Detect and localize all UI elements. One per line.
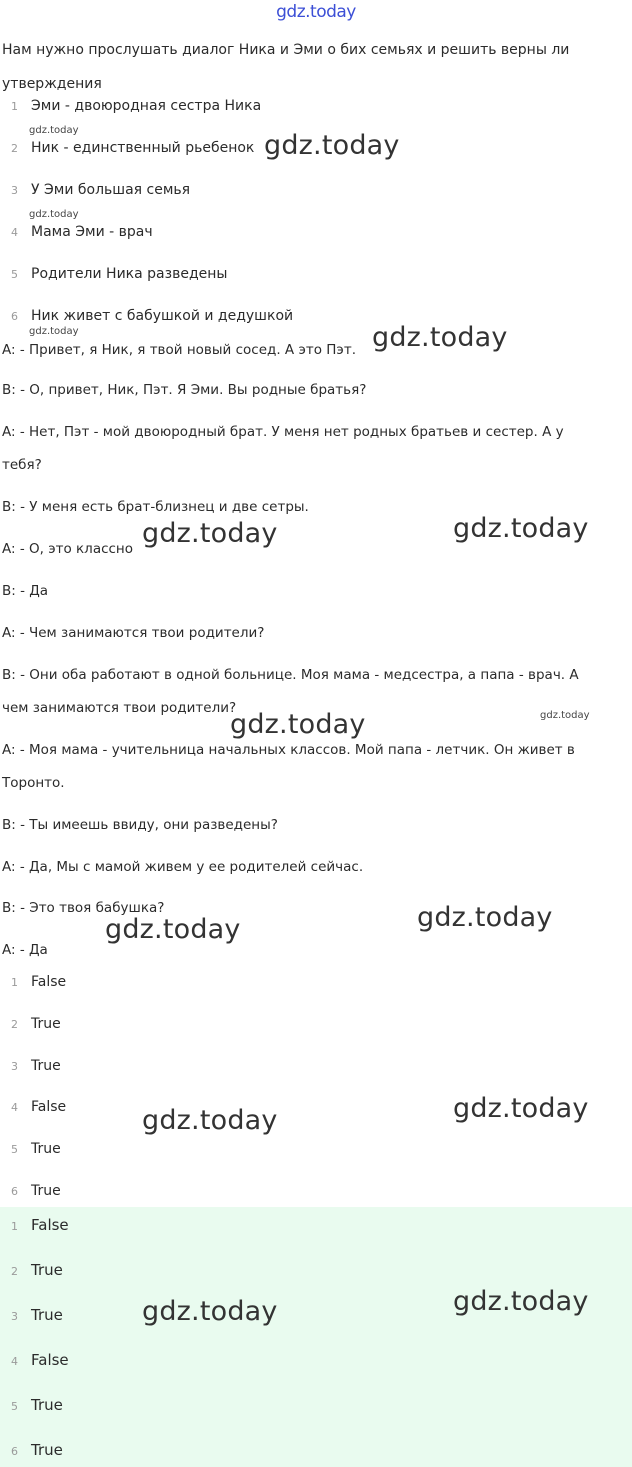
watermark-small: gdz.today [29, 209, 79, 220]
watermark-large: gdz.today [142, 1296, 278, 1327]
statement-item [0, 98, 261, 114]
highlighted-answer-text: False [31, 1216, 69, 1234]
dialogue-line: тебя? [2, 457, 42, 473]
statement-text: Эми - двоюродная сестра Ника [31, 98, 262, 114]
highlighted-answer-text: True [31, 1441, 63, 1459]
watermark-large: gdz.today [230, 709, 366, 740]
answer-highlight-box [0, 1207, 632, 1467]
watermark-large: gdz.today [453, 1286, 589, 1317]
dialogue-line: чем занимаются твои родители? [2, 700, 237, 716]
dialogue-line: B: - Да [2, 583, 49, 599]
dialogue-line: B: - О, привет, Ник, Пэт. Я Эми. Вы родные братья? [2, 382, 367, 398]
answer-item [0, 974, 66, 990]
dialogue-line: B: - У меня есть брат-близнец и две сетры. [2, 499, 309, 515]
dialogue-line: A: - Нет, Пэт - мой двоюродный брат. У меня нет родных братьев и сестер. А у [2, 424, 564, 440]
highlighted-answer-item [0, 1441, 63, 1459]
answer-number: 3 [11, 1060, 18, 1073]
dialogue-line: A: - Да, Мы с мамой живем у ее родителей сейчас. [2, 859, 364, 875]
dialogue-line: B: - Они оба работают в одной больнице. Моя мама - медсестра, а папа - врач. А [2, 667, 579, 683]
task-text [2, 33, 628, 101]
statement-number: 2 [11, 142, 18, 155]
watermark-large: gdz.today [105, 914, 241, 945]
highlighted-answer-item [0, 1261, 63, 1279]
highlighted-answer-number: 2 [11, 1265, 18, 1278]
dialogue-line: A: - Чем занимаются твои родители? [2, 625, 265, 641]
answer-item [0, 1183, 61, 1199]
statement-number: 3 [11, 184, 18, 197]
answer-item [0, 1058, 61, 1074]
watermark-small: gdz.today [540, 710, 590, 721]
dialogue-line: A: - О, это классно [2, 541, 134, 557]
watermark-large: gdz.today [142, 1105, 278, 1136]
dialogue-line: A: - Привет, я Ник, я твой новый сосед. А это Пэт. [2, 342, 356, 358]
answer-number: 2 [11, 1018, 18, 1031]
watermark-small: gdz.today [29, 326, 79, 337]
answer-item [0, 1099, 66, 1115]
statement-number: 4 [11, 226, 18, 239]
dialogue-line: Торонто. [2, 775, 65, 791]
highlighted-answer-number: 1 [11, 1220, 18, 1233]
answer-item [0, 1016, 61, 1032]
statement-text: Ник живет с бабушкой и дедушкой [31, 308, 294, 324]
statement-item [0, 140, 254, 156]
answer-number: 4 [11, 1101, 18, 1114]
watermark-small: gdz.today [29, 125, 79, 136]
watermark-large: gdz.today [142, 518, 278, 549]
highlighted-answer-text: True [31, 1396, 63, 1414]
highlighted-answer-item [0, 1396, 63, 1414]
highlighted-answer-item [0, 1351, 69, 1369]
statement-text: У Эми большая семья [31, 182, 191, 198]
answer-text: True [31, 1141, 61, 1157]
site-logo[interactable]: gdz.today [276, 2, 356, 22]
dialogue-line: A: - Моя мама - учительница начальных классов. Мой папа - летчик. Он живет в [2, 742, 575, 758]
answer-number: 6 [11, 1185, 18, 1198]
answer-text: True [31, 1016, 61, 1032]
answer-number: 1 [11, 976, 18, 989]
task-text-content: Нам нужно прослушать диалог Ника и Эми о бих семьях и решить верны ли утверждения [2, 42, 570, 92]
highlighted-answer-item [0, 1306, 63, 1324]
highlighted-answer-text: True [31, 1261, 63, 1279]
statement-item [0, 182, 190, 198]
statement-number: 5 [11, 268, 18, 281]
watermark-large: gdz.today [453, 1093, 589, 1124]
dialogue-line: B: - Ты имеешь ввиду, они разведены? [2, 817, 278, 833]
watermark-large: gdz.today [264, 130, 400, 161]
highlighted-answer-item [0, 1216, 69, 1234]
dialogue-line: B: - Это твоя бабушка? [2, 900, 165, 916]
highlighted-answer-text: False [31, 1351, 69, 1369]
answer-text: False [31, 974, 67, 990]
highlighted-answer-text: True [31, 1306, 63, 1324]
statement-number: 6 [11, 310, 18, 323]
watermark-large: gdz.today [372, 322, 508, 353]
watermark-large: gdz.today [417, 902, 553, 933]
statement-item [0, 308, 293, 324]
statement-item [0, 224, 153, 240]
answer-item [0, 1141, 61, 1157]
statement-item [0, 266, 227, 282]
highlighted-answer-number: 4 [11, 1355, 18, 1368]
answer-text: True [31, 1183, 61, 1199]
dialogue-line: A: - Да [2, 942, 48, 958]
answer-number: 5 [11, 1143, 18, 1156]
statement-text: Мама Эми - врач [31, 224, 153, 240]
statement-number: 1 [11, 100, 18, 113]
statement-text: Ник - единственный рьебенок [31, 140, 255, 156]
statement-text: Родители Ника разведены [31, 266, 228, 282]
answer-text: False [31, 1099, 67, 1115]
watermark-large: gdz.today [453, 513, 589, 544]
highlighted-answer-number: 6 [11, 1445, 18, 1458]
highlighted-answer-number: 5 [11, 1400, 18, 1413]
answer-text: True [31, 1058, 61, 1074]
highlighted-answer-number: 3 [11, 1310, 18, 1323]
